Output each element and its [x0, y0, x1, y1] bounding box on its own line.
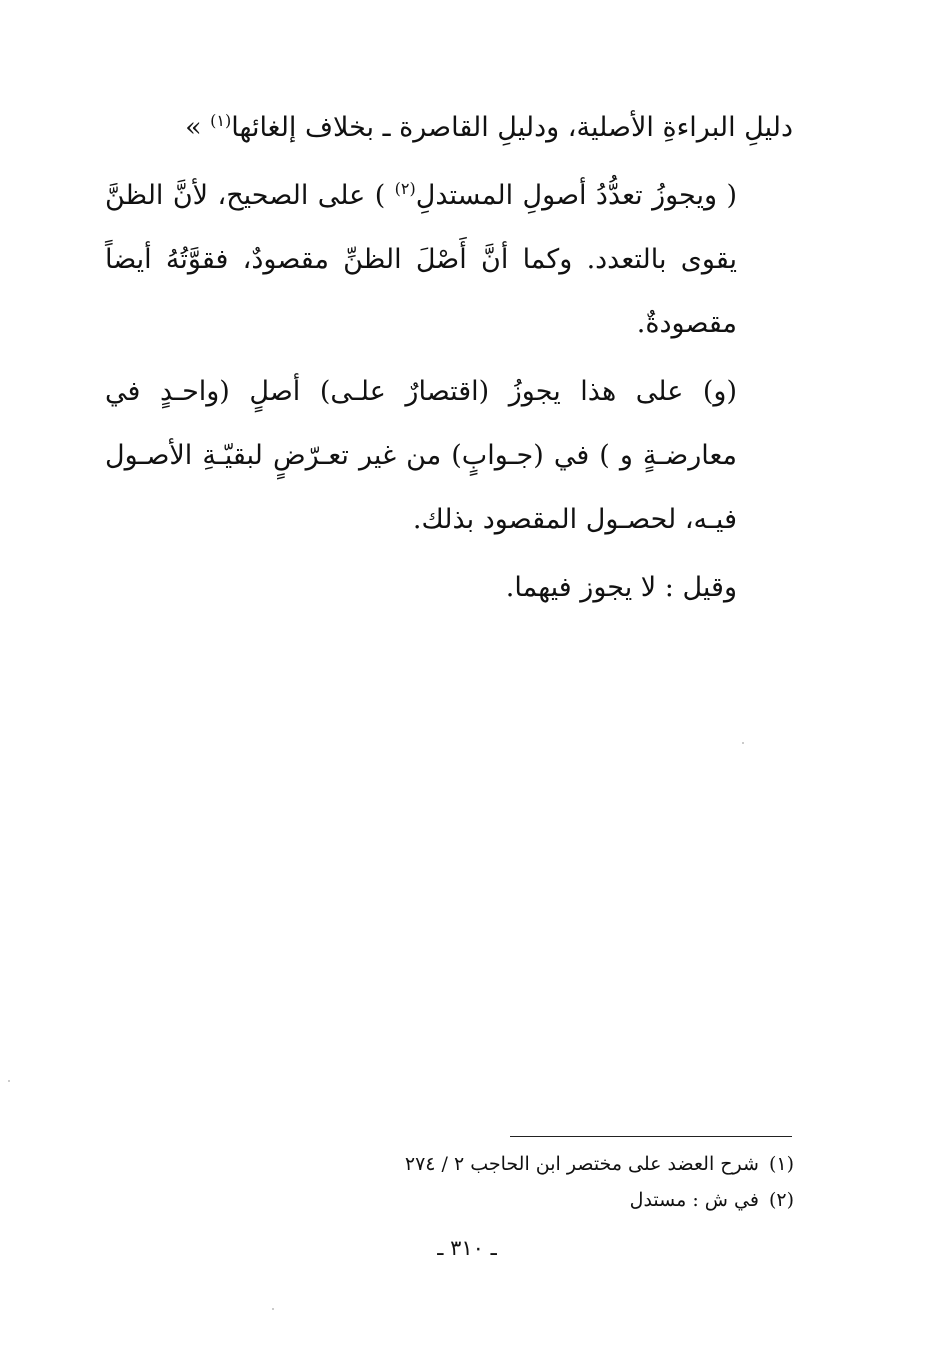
scan-speck	[8, 1080, 10, 1082]
footnote-1-text: شرح العضد على مختصر ابن الحاجب ٢ / ٢٧٤	[404, 1153, 759, 1175]
page-number: ـ ٣١٠ ـ	[437, 1236, 497, 1260]
scan-speck	[742, 742, 744, 744]
paragraph-2-text-b: ) على الصحيح، لأنَّ الظنَّ يقوى بالتعدد. وكما أنَّ أَصْلَ الظنِّ مقصودٌ، فقوَّتُهُ أيضاً مقصودةٌ.	[105, 180, 737, 339]
footnote-separator	[510, 1136, 792, 1137]
paragraph-1	[105, 96, 793, 160]
paragraph-1-close-quote: »	[185, 112, 211, 143]
main-text	[105, 96, 793, 620]
footnote-ref-1: (١)	[210, 111, 232, 130]
footnotes	[324, 1146, 794, 1218]
footnote-2-text: في ش : مستدل	[629, 1189, 759, 1211]
footnote-ref-2: (٢)	[394, 179, 416, 198]
paragraph-4-text: وقيل : لا يجوز فيهما.	[505, 572, 737, 603]
footnote-2	[324, 1182, 794, 1218]
footnote-1	[324, 1146, 794, 1182]
footnote-2-number: (٢)	[768, 1189, 794, 1211]
paragraph-2	[105, 164, 793, 356]
paragraph-3-text: (و) على هذا يجوزُ (اقتصارٌ علـى) أصلٍ (واحـدٍ في معارضـةٍ و ) في (جـوابٍ) من غير تعـرّضٍ لبقيّـةِ الأصـول فيـه، لحصـول المقصود بذلك.	[105, 376, 737, 535]
footnote-1-number: (١)	[768, 1153, 794, 1175]
paragraph-2-text-a: ( ويجوزُ تعدُّدُ أصولِ المستدلِ	[415, 180, 737, 211]
paragraph-3	[105, 360, 793, 552]
paragraph-1-text: دليلِ البراءةِ الأصلية، ودليلِ القاصرة ـ بخلاف إلغائها	[231, 112, 793, 143]
scan-speck	[272, 1308, 274, 1310]
paragraph-4	[105, 556, 793, 620]
